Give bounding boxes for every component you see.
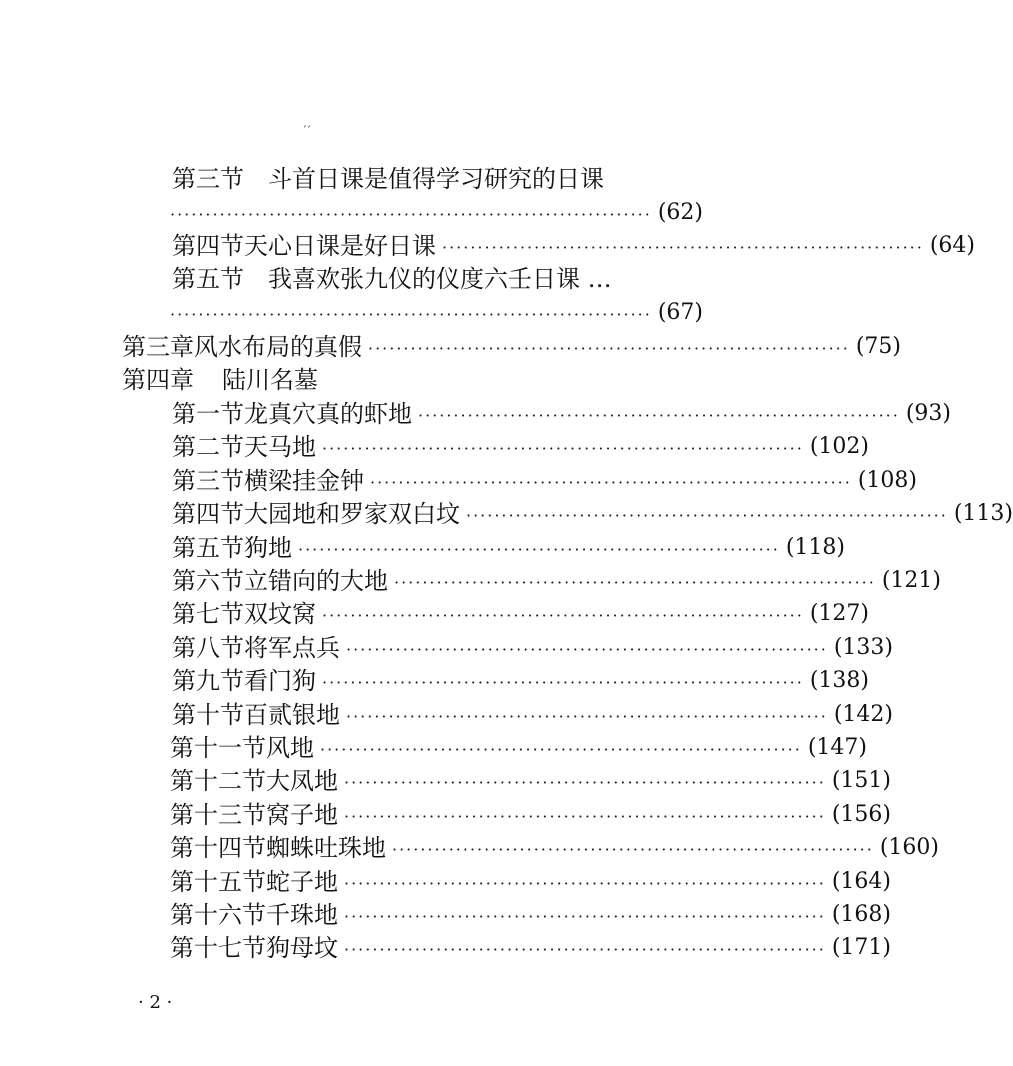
entry-page: (113) xyxy=(953,501,1013,526)
toc-chapter xyxy=(122,363,646,397)
entry-page: (138) xyxy=(809,668,870,693)
toc-entry xyxy=(170,898,892,932)
entry-page: (171) xyxy=(831,935,892,960)
toc-entry xyxy=(172,664,870,698)
entry-page: (118) xyxy=(785,535,846,560)
entry-page: (147) xyxy=(807,735,868,760)
toc-entry xyxy=(172,698,894,732)
entry-number: 第十二节 xyxy=(170,767,266,795)
toc-chapter xyxy=(122,330,902,364)
entry-page: (64) xyxy=(929,233,976,258)
entry-page: (75) xyxy=(855,334,902,359)
dot-leader: ···································································· xyxy=(298,540,780,559)
entry-title: 蛇子地 xyxy=(266,868,338,896)
entry-page: (102) xyxy=(809,434,870,459)
chapter-title: 陆川名墓 xyxy=(222,366,318,394)
entry-page: (151) xyxy=(831,768,892,793)
top-mark: ´´ xyxy=(302,126,310,137)
entry-number: 第十七节 xyxy=(170,934,266,962)
entry-number: 第十四节 xyxy=(170,834,266,862)
entry-title: 百贰银地 xyxy=(244,701,340,729)
chapter-number: 第四章 xyxy=(122,366,194,394)
entry-number: 第十三节 xyxy=(170,801,266,829)
toc-entry-continuation xyxy=(164,296,704,330)
entry-title: 看门狗 xyxy=(244,667,316,695)
dot-leader: ···································································· xyxy=(322,673,804,692)
toc-entry xyxy=(170,931,892,965)
dot-leader: ···································································· xyxy=(344,874,826,893)
entry-number: 第二节 xyxy=(172,433,244,461)
entry-title: 狗母坟 xyxy=(266,934,338,962)
dot-leader: ···································································· xyxy=(320,740,802,759)
entry-title: 双坟窝 xyxy=(244,600,316,628)
toc-entry xyxy=(172,397,952,431)
dot-leader: ···································································· xyxy=(344,907,826,926)
dot-leader: ···································································· xyxy=(466,506,948,525)
entry-page: (108) xyxy=(857,468,918,493)
dot-leader: ···································································· xyxy=(170,205,652,224)
entry-number: 第四节 xyxy=(172,232,244,260)
entry-title: 立错向的大地 xyxy=(244,567,388,595)
entry-page: (142) xyxy=(833,702,894,727)
entry-page: (121) xyxy=(881,568,942,593)
entry-title: 狗地 xyxy=(244,534,292,562)
dot-leader: ···································································· xyxy=(344,807,826,826)
entry-title: 将军点兵 xyxy=(244,634,340,662)
dot-leader: ···································································· xyxy=(344,773,826,792)
entry-page: (93) xyxy=(905,401,952,426)
toc-entry xyxy=(172,430,870,464)
dot-leader: ···································································· xyxy=(442,238,924,257)
entry-page: (67) xyxy=(657,300,704,325)
dot-leader: ···································································· xyxy=(170,305,652,324)
entry-number: 第九节 xyxy=(172,667,244,695)
entry-title: 天马地 xyxy=(244,433,316,461)
entry-title: 斗首日课是值得学习研究的日课 xyxy=(268,165,604,193)
entry-page: (160) xyxy=(879,835,940,860)
toc-entry xyxy=(172,564,942,598)
toc-entry xyxy=(172,464,918,498)
entry-title: 千珠地 xyxy=(266,901,338,929)
toc-entry-continuation xyxy=(164,196,704,230)
entry-number: 第五节 xyxy=(172,265,244,293)
page-number-footer: · 2 · xyxy=(138,992,173,1013)
entry-number: 第五节 xyxy=(172,534,244,562)
toc-entry xyxy=(170,731,868,765)
toc-entry xyxy=(170,764,892,798)
dot-leader: ···································································· xyxy=(346,707,828,726)
entry-title: 窝子地 xyxy=(266,801,338,829)
entry-title: 我喜欢张九仪的仪度六壬日课 … xyxy=(268,265,612,293)
dot-leader: ···································································· xyxy=(418,406,900,425)
entry-title: 天心日课是好日课 xyxy=(244,232,436,260)
entry-page: (127) xyxy=(809,601,870,626)
entry-title: 横梁挂金钟 xyxy=(244,467,364,495)
toc-entry xyxy=(172,162,632,196)
entry-number: 第十一节 xyxy=(170,734,266,762)
toc-entry xyxy=(172,631,894,665)
entry-page: (62) xyxy=(657,200,704,225)
entry-number: 第四节 xyxy=(172,500,244,528)
toc-entry xyxy=(172,229,976,263)
toc-entry xyxy=(172,531,846,565)
entry-number: 第七节 xyxy=(172,600,244,628)
entry-title: 大园地和罗家双白坟 xyxy=(244,500,460,528)
entry-number: 第三节 xyxy=(172,165,244,193)
dot-leader: ···································································· xyxy=(392,840,874,859)
toc-entry xyxy=(172,262,646,296)
entry-page: (164) xyxy=(831,869,892,894)
entry-number: 第八节 xyxy=(172,634,244,662)
entry-page: (133) xyxy=(833,635,894,660)
entry-number: 第十六节 xyxy=(170,901,266,929)
dot-leader: ···································································· xyxy=(394,573,876,592)
toc-entry xyxy=(170,798,892,832)
dot-leader: ···································································· xyxy=(370,473,852,492)
chapter-number: 第三章 xyxy=(122,333,194,361)
toc-entry xyxy=(170,865,892,899)
entry-title: 风地 xyxy=(266,734,314,762)
entry-number: 第十五节 xyxy=(170,868,266,896)
entry-number: 第一节 xyxy=(172,400,244,428)
dot-leader: ···································································· xyxy=(322,606,804,625)
toc-entry xyxy=(170,831,940,865)
entry-title: 蜘蛛吐珠地 xyxy=(266,834,386,862)
entry-title: 大凤地 xyxy=(266,767,338,795)
dot-leader: ···································································· xyxy=(368,339,850,358)
dot-leader: ···································································· xyxy=(344,940,826,959)
dot-leader: ···································································· xyxy=(322,439,804,458)
toc-entry xyxy=(172,497,1013,531)
chapter-title: 风水布局的真假 xyxy=(194,333,362,361)
entry-number: 第六节 xyxy=(172,567,244,595)
dot-leader: ···································································· xyxy=(346,640,828,659)
entry-number: 第三节 xyxy=(172,467,244,495)
toc-entry xyxy=(172,597,870,631)
entry-page: (156) xyxy=(831,802,892,827)
entry-page: (168) xyxy=(831,902,892,927)
entry-number: 第十节 xyxy=(172,701,244,729)
entry-title: 龙真穴真的虾地 xyxy=(244,400,412,428)
